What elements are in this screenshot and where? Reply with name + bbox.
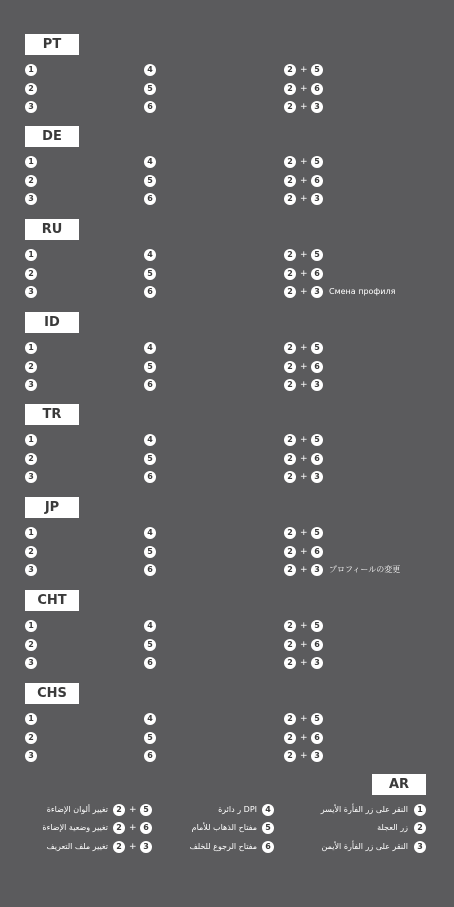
- lang-label: DE: [25, 126, 79, 147]
- combo-b-2: 2: [284, 453, 296, 465]
- ar-combo-b-6: 6: [140, 822, 152, 834]
- combo-c-3: 3: [311, 750, 323, 762]
- num-6: 6: [144, 286, 156, 298]
- plus: +: [129, 823, 137, 833]
- ar-desc-2: زر العجلة: [377, 823, 408, 832]
- plus: +: [300, 102, 308, 112]
- ar-combo-b-2: 2: [113, 822, 125, 834]
- combo-a-5: 5: [311, 249, 323, 261]
- ar-num-5: 5: [262, 822, 274, 834]
- combo-c-3: 3: [311, 564, 323, 576]
- combo-b-6: 6: [311, 268, 323, 280]
- lang-label: TR: [25, 404, 79, 425]
- ar-desc-6: مفتاح الرجوع للخلف: [189, 842, 257, 851]
- plus: +: [300, 640, 308, 650]
- ar-combo-c-2: 2: [113, 841, 125, 853]
- num-4: 4: [144, 156, 156, 168]
- plus: +: [300, 435, 308, 445]
- num-1: 1: [25, 434, 37, 446]
- num-6: 6: [144, 657, 156, 669]
- combo-c-2: 2: [284, 657, 296, 669]
- ar-num-6: 6: [262, 841, 274, 853]
- num-6: 6: [144, 564, 156, 576]
- combo-c-2: 2: [284, 193, 296, 205]
- ar-combo-a-5: 5: [140, 804, 152, 816]
- combo-b-2: 2: [284, 361, 296, 373]
- num-4: 4: [144, 434, 156, 446]
- num-1: 1: [25, 342, 37, 354]
- combo-c-3: 3: [311, 101, 323, 113]
- plus: +: [300, 194, 308, 204]
- num-6: 6: [144, 101, 156, 113]
- num-5: 5: [144, 268, 156, 280]
- combo-c-2: 2: [284, 379, 296, 391]
- combo-a-2: 2: [284, 249, 296, 261]
- combo-b-6: 6: [311, 639, 323, 651]
- num-4: 4: [144, 713, 156, 725]
- ar-desc-4: DPI ر دائرة: [218, 805, 257, 814]
- plus: +: [300, 565, 308, 575]
- plus: +: [300, 658, 308, 668]
- plus: +: [300, 157, 308, 167]
- num-5: 5: [144, 639, 156, 651]
- combo-b-6: 6: [311, 361, 323, 373]
- section-cht: [0, 590, 454, 678]
- combo-b-2: 2: [284, 639, 296, 651]
- ar-num-4: 4: [262, 804, 274, 816]
- num-3: 3: [25, 564, 37, 576]
- plus: +: [300, 472, 308, 482]
- ar-combo-a-2: 2: [113, 804, 125, 816]
- lang-label: JP: [25, 497, 79, 518]
- ar-desc-5: مفتاح الذهاب للأمام: [191, 823, 257, 832]
- combo-a-2: 2: [284, 64, 296, 76]
- section-chs: [0, 683, 454, 771]
- num-3: 3: [25, 750, 37, 762]
- combo-a-2: 2: [284, 342, 296, 354]
- section-ru: [0, 219, 454, 307]
- combo-a-5: 5: [311, 64, 323, 76]
- num-3: 3: [25, 471, 37, 483]
- plus: +: [300, 84, 308, 94]
- plus: +: [300, 65, 308, 75]
- combo-c-3: 3: [311, 657, 323, 669]
- combo-a-5: 5: [311, 434, 323, 446]
- section-id: [0, 312, 454, 400]
- lang-label: RU: [25, 219, 79, 240]
- plus: +: [300, 733, 308, 743]
- num-1: 1: [25, 249, 37, 261]
- ar-desc-1: النقر على زر الفأرة الأيسر: [320, 805, 408, 814]
- ar-combo-desc-3: تغيير ملف التعريف: [46, 842, 108, 851]
- profile-change-label: プロフィールの変更: [329, 565, 401, 574]
- ar-combo-c-3: 3: [140, 841, 152, 853]
- combo-c-2: 2: [284, 471, 296, 483]
- plus: +: [300, 380, 308, 390]
- combo-c-2: 2: [284, 286, 296, 298]
- plus: +: [300, 287, 308, 297]
- plus: +: [300, 528, 308, 538]
- plus: +: [300, 547, 308, 557]
- combo-a-2: 2: [284, 713, 296, 725]
- plus: +: [300, 176, 308, 186]
- section-tr: [0, 404, 454, 492]
- num-5: 5: [144, 175, 156, 187]
- num-1: 1: [25, 620, 37, 632]
- num-2: 2: [25, 361, 37, 373]
- combo-b-6: 6: [311, 546, 323, 558]
- lang-label: PT: [25, 34, 79, 55]
- num-6: 6: [144, 379, 156, 391]
- num-1: 1: [25, 156, 37, 168]
- ar-num-2: 2: [414, 822, 426, 834]
- lang-label: ID: [25, 312, 79, 333]
- combo-c-3: 3: [311, 193, 323, 205]
- combo-a-2: 2: [284, 527, 296, 539]
- num-1: 1: [25, 713, 37, 725]
- num-5: 5: [144, 361, 156, 373]
- combo-b-2: 2: [284, 175, 296, 187]
- num-2: 2: [25, 83, 37, 95]
- num-2: 2: [25, 268, 37, 280]
- combo-a-5: 5: [311, 620, 323, 632]
- num-2: 2: [25, 732, 37, 744]
- num-1: 1: [25, 527, 37, 539]
- num-2: 2: [25, 175, 37, 187]
- combo-a-2: 2: [284, 434, 296, 446]
- plus: +: [300, 269, 308, 279]
- num-3: 3: [25, 379, 37, 391]
- combo-a-5: 5: [311, 713, 323, 725]
- combo-b-2: 2: [284, 732, 296, 744]
- num-3: 3: [25, 286, 37, 298]
- section-de: [0, 126, 454, 214]
- combo-a-5: 5: [311, 156, 323, 168]
- combo-a-5: 5: [311, 527, 323, 539]
- combo-c-3: 3: [311, 379, 323, 391]
- plus: +: [300, 714, 308, 724]
- num-5: 5: [144, 453, 156, 465]
- num-1: 1: [25, 64, 37, 76]
- plus: +: [300, 454, 308, 464]
- combo-b-2: 2: [284, 83, 296, 95]
- combo-b-2: 2: [284, 268, 296, 280]
- num-2: 2: [25, 453, 37, 465]
- plus: +: [300, 362, 308, 372]
- combo-c-3: 3: [311, 286, 323, 298]
- ar-combo-desc-2: تغيير وضعية الإضاءة: [42, 823, 108, 832]
- plus: +: [300, 343, 308, 353]
- combo-c-2: 2: [284, 750, 296, 762]
- ar-combo-desc-1: تغيير ألوان الإضاءة: [46, 805, 108, 814]
- combo-a-5: 5: [311, 342, 323, 354]
- plus: +: [300, 751, 308, 761]
- lang-label: CHT: [25, 590, 79, 611]
- num-4: 4: [144, 64, 156, 76]
- num-3: 3: [25, 657, 37, 669]
- profile-change-label: Смена профиля: [329, 287, 396, 296]
- combo-a-2: 2: [284, 156, 296, 168]
- combo-a-2: 2: [284, 620, 296, 632]
- num-6: 6: [144, 750, 156, 762]
- combo-b-2: 2: [284, 546, 296, 558]
- num-3: 3: [25, 193, 37, 205]
- ar-desc-3: النقر على زر الفأرة الأيمن: [321, 842, 408, 851]
- section-jp: [0, 497, 454, 585]
- num-2: 2: [25, 639, 37, 651]
- combo-b-6: 6: [311, 175, 323, 187]
- combo-b-6: 6: [311, 732, 323, 744]
- num-4: 4: [144, 620, 156, 632]
- num-5: 5: [144, 83, 156, 95]
- lang-label: CHS: [25, 683, 79, 704]
- combo-c-2: 2: [284, 101, 296, 113]
- num-6: 6: [144, 471, 156, 483]
- combo-c-2: 2: [284, 564, 296, 576]
- num-4: 4: [144, 527, 156, 539]
- combo-c-3: 3: [311, 471, 323, 483]
- num-2: 2: [25, 546, 37, 558]
- num-4: 4: [144, 342, 156, 354]
- plus: +: [129, 842, 137, 852]
- plus: +: [300, 250, 308, 260]
- ar-num-1: 1: [414, 804, 426, 816]
- num-4: 4: [144, 249, 156, 261]
- num-3: 3: [25, 101, 37, 113]
- combo-b-6: 6: [311, 453, 323, 465]
- combo-b-6: 6: [311, 83, 323, 95]
- lang-label-ar: AR: [372, 774, 426, 795]
- num-6: 6: [144, 193, 156, 205]
- plus: +: [129, 805, 137, 815]
- num-5: 5: [144, 732, 156, 744]
- ar-num-3: 3: [414, 841, 426, 853]
- plus: +: [300, 621, 308, 631]
- section-pt: [0, 34, 454, 122]
- num-5: 5: [144, 546, 156, 558]
